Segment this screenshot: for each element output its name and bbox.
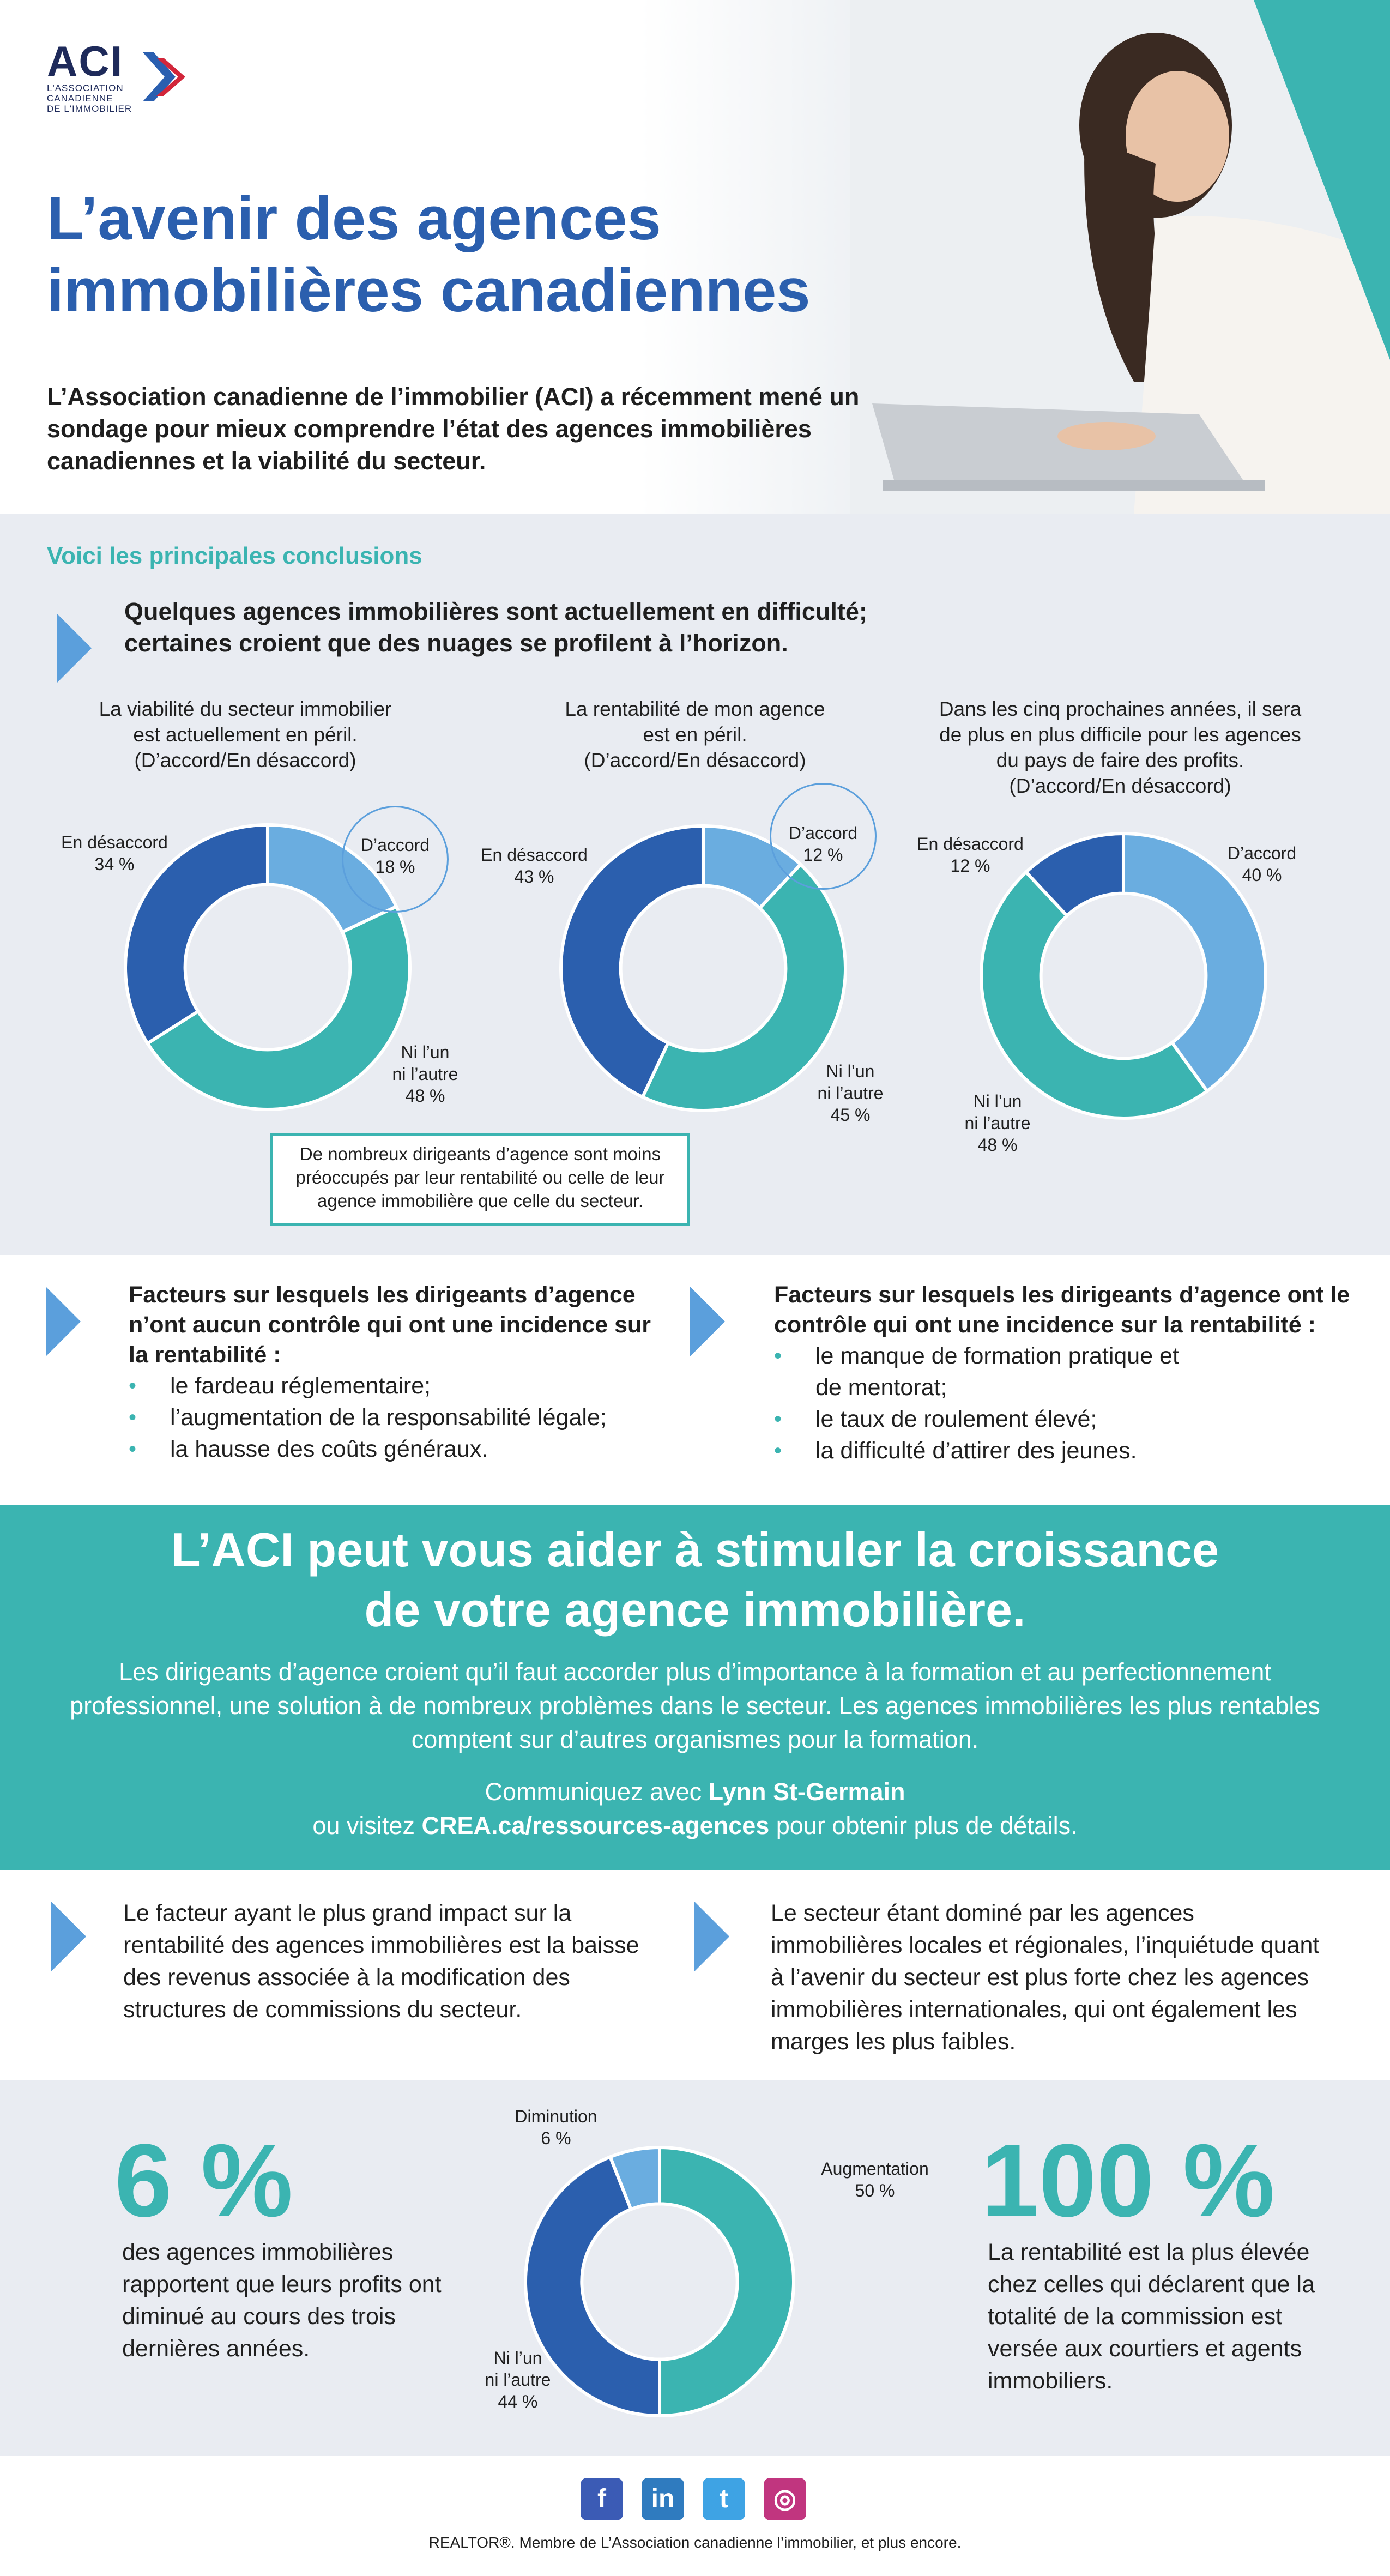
- social-icons: [581, 2478, 806, 2520]
- logo-line2: CANADIENNE: [47, 93, 113, 104]
- donut-neither-label: Ni l’un ni l’autre 44 %: [485, 2348, 551, 2411]
- arrow-icon: [46, 1287, 81, 1356]
- bullet-icon: •: [774, 1344, 782, 1368]
- cta-body: Les dirigeants d’agence croient qu’il faut accorder plus d’importance à la formation et au perfectionnement professionnel, une solution à de nombreux problèmes dans le secteur. Les agences immobilières les plus rentables comptent sur d’autres organismes pour la formation.: [70, 1658, 1320, 1753]
- cta-heading: L’ACI peut vous aider à stimuler la croissance de votre agence immobilière.: [171, 1523, 1219, 1637]
- list-item: • le manque de formation pratique et de mentorat;: [774, 1340, 1208, 1403]
- factors-right-title: Facteurs sur lesquels les dirigeants d’agence ont le contrôle qui ont une incidence sur la rentabilité :: [774, 1282, 1350, 1338]
- bullet-icon: •: [129, 1437, 137, 1461]
- chart2-disagree-label: En désaccord 43 %: [481, 845, 588, 886]
- factors-left-title: Facteurs sur lesquels les dirigeants d’agence n’ont aucun contrôle qui ont une incidence sur la rentabilité :: [129, 1282, 651, 1368]
- stat-left-text: des agences immobilières rapportent que leurs profits ont diminué au cours des trois dernières années.: [122, 2239, 442, 2362]
- lower-right-text: Le secteur étant dominé par les agences immobilières locales et régionales, l’inquiétude quant à l’avenir du secteur est plus forte chez les agences immobilières internationales, qui ont également les marges les plus faibles.: [771, 1900, 1320, 2055]
- arrow-icon: [694, 1902, 729, 1971]
- list-item: • le taux de roulement élevé;: [774, 1403, 1363, 1435]
- bullet-icon: •: [129, 1374, 137, 1398]
- bullet-icon: •: [129, 1405, 137, 1429]
- factors-left-list: [129, 1370, 674, 1465]
- instagram-icon[interactable]: ◎: [764, 2478, 806, 2520]
- chart1-neither-label: Ni l’un ni l’autre 48 %: [392, 1042, 458, 1106]
- donut-increase-label: Augmentation 50 %: [821, 2159, 929, 2200]
- chart3-agree-label: D’accord 40 %: [1227, 843, 1297, 885]
- chart2-title: La rentabilité de mon agence est en péril. (D’accord/En désaccord): [565, 698, 825, 771]
- findings-heading: Voici les principales conclusions: [47, 542, 422, 569]
- list-item: • le fardeau réglementaire;: [129, 1370, 674, 1402]
- chart3-title: Dans les cinq prochaines années, il sera de plus en plus difficile pour les agences du pays de faire des profits. (D’accord/En désaccord): [939, 698, 1302, 797]
- bullet-icon: •: [774, 1407, 782, 1431]
- lower-left-text: Le facteur ayant le plus grand impact sur la rentabilité des agences immobilières est la baisse des revenus associée à la modification des structures de commissions du secteur.: [123, 1900, 639, 2023]
- arrow-icon: [690, 1287, 725, 1356]
- aci-logo[interactable]: [47, 39, 186, 114]
- chart3-neither-label: Ni l’un ni l’autre 48 %: [964, 1091, 1031, 1155]
- factors-right: [774, 1280, 1363, 1467]
- facebook-icon[interactable]: f: [581, 2478, 623, 2520]
- stat-100-percent: 100 %: [981, 2123, 1275, 2239]
- cta-visit: ou visitez CREA.ca/ressources-agences pour obtenir plus de détails.: [312, 1812, 1078, 1839]
- stat-right-text: La rentabilité est la plus élevée chez celles qui déclarent que la totalité de la commission est versée aux courtiers et agents immobiliers.: [988, 2239, 1315, 2394]
- chart1-title: La viabilité du secteur immobilier est actuellement en péril. (D’accord/En désaccord): [99, 698, 392, 771]
- list-item: • la difficulté d’attirer des jeunes.: [774, 1435, 1363, 1467]
- chart1-disagree-label: En désaccord 34 %: [61, 832, 168, 874]
- growth-donut: [523, 2145, 796, 2418]
- arrow-icon: [57, 613, 92, 683]
- logo-chevron-icon: [137, 47, 186, 107]
- chart3-disagree-label: En désaccord 12 %: [917, 834, 1024, 876]
- linkedin-icon[interactable]: in: [642, 2478, 684, 2520]
- footer-text: REALTOR®. Membre de L’Association canadienne l’immobilier, et plus encore.: [428, 2534, 962, 2551]
- intro-paragraph: L’Association canadienne de l’immobilier (ACI) a récemment mené un sondage pour mieux comprendre l’état des agences immobilières canadiennes et la viabilité du secteur.: [47, 383, 860, 475]
- logo-line3: DE L'IMMOBILIER: [47, 104, 132, 114]
- chart2-agree-label: D’accord 12 %: [788, 823, 858, 865]
- contact-name-link[interactable]: Lynn St-Germain: [708, 1778, 905, 1806]
- factors-left: [129, 1280, 674, 1465]
- cta-contact: Communiquez avec Lynn St-Germain: [485, 1778, 905, 1806]
- page-title: L’avenir des agences immobilières canadiennes: [47, 184, 811, 324]
- callout-box: De nombreux dirigeants d’agence sont moins préoccupés par leur rentabilité ou celle de leur agence immobilière que celle du secteur.: [270, 1133, 690, 1226]
- logo-mark: ACI: [47, 37, 124, 85]
- list-item: • la hausse des coûts généraux.: [129, 1433, 674, 1465]
- arrow-icon: [51, 1902, 86, 1971]
- list-item: • l’augmentation de la responsabilité légale;: [129, 1402, 674, 1433]
- chart2-neither-label: Ni l’un ni l’autre 45 %: [817, 1061, 884, 1125]
- crea-resources-link[interactable]: CREA.ca/ressources-agences: [421, 1812, 770, 1839]
- cta-band: [0, 1505, 1390, 1870]
- donut-decrease-label: Diminution 6 %: [515, 2107, 597, 2148]
- bullet-icon: •: [774, 1439, 782, 1463]
- logo-line1: L'ASSOCIATION: [47, 83, 124, 93]
- findings-headline: Quelques agences immobilières sont actuellement en difficulté; certaines croient que des nuages se profilent à l’horizon.: [124, 598, 867, 657]
- stat-6-percent: 6 %: [114, 2123, 293, 2239]
- teal-corner-accent: [1254, 0, 1390, 360]
- factors-right-list: [774, 1340, 1363, 1467]
- twitter-icon[interactable]: t: [703, 2478, 745, 2520]
- chart1-agree-label: D’accord 18 %: [360, 835, 430, 877]
- donut-slice-1: [660, 2147, 794, 2416]
